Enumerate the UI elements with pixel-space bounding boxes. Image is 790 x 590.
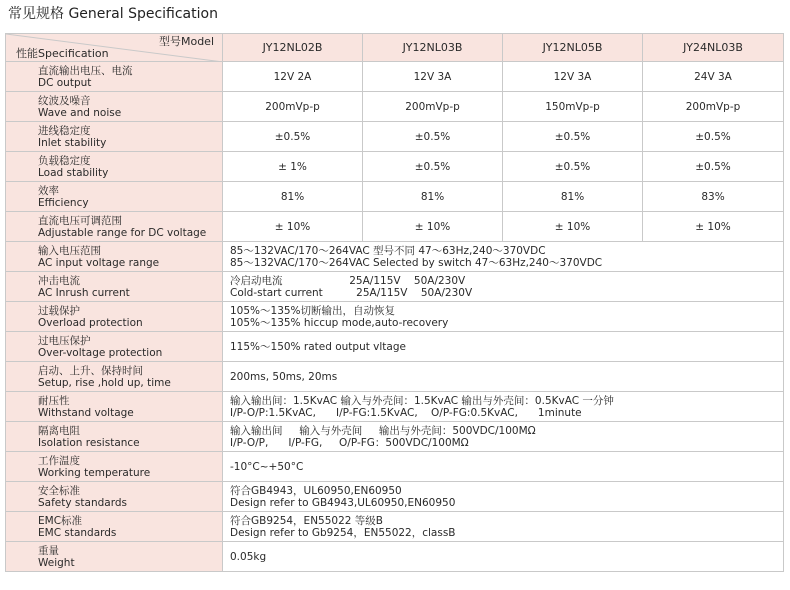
spec-label-zh: 重量 [38, 544, 59, 557]
spec-label [6, 482, 223, 512]
spec-label-en: Overload protection [38, 316, 143, 329]
model-header: JY12NL02B [223, 34, 363, 62]
header-row [6, 34, 784, 62]
spec-label [6, 362, 223, 392]
spec-value: 83% [643, 182, 784, 212]
spec-label [6, 422, 223, 452]
spec-label [6, 242, 223, 272]
spec-value: ±0.5% [643, 122, 784, 152]
spec-label-en: Over-voltage protection [38, 346, 163, 359]
spec-value: ± 10% [363, 212, 503, 242]
spec-row [6, 362, 784, 392]
spec-row [6, 512, 784, 542]
spec-label-en: Weight [38, 556, 75, 569]
spec-detail [223, 512, 784, 542]
spec-detail-line: 0.05kg [230, 550, 267, 563]
spec-detail-line: 符合GB4943，UL60950,EN60950 [230, 484, 402, 497]
spec-row [6, 242, 784, 272]
spec-label [6, 92, 223, 122]
spec-row [6, 272, 784, 302]
spec-value: ±0.5% [503, 122, 643, 152]
spec-label-en: Efficiency [38, 196, 89, 209]
spec-label-zh: 直流输出电压、电流 [38, 64, 133, 77]
spec-label-zh: EMC标准 [38, 514, 83, 527]
spec-detail-line: I/P-O/P, I/P-FG, O/P-FG：500VDC/100MΩ [230, 436, 469, 449]
spec-label-zh: 耐压性 [38, 394, 70, 407]
spec-value: ±0.5% [223, 122, 363, 152]
spec-detail [223, 422, 784, 452]
spec-label-en: Working temperature [38, 466, 151, 479]
spec-detail-line: 115%～150% rated output vltage [230, 340, 406, 353]
spec-label-en: Wave and noise [38, 106, 122, 119]
spec-label-zh: 效率 [38, 184, 59, 197]
spec-label [6, 122, 223, 152]
spec-detail-line: 85～132VAC/170～264VAC 型号不同 47～63Hz,240～370VDC [230, 244, 546, 257]
spec-value: ± 10% [223, 212, 363, 242]
spec-value: ± 1% [223, 152, 363, 182]
spec-value: 81% [503, 182, 643, 212]
spec-detail-line: 冷启动电流 25A/115V 50A/230V [230, 274, 466, 287]
spec-detail-line: Cold-start current 25A/115V 50A/230V [230, 286, 473, 299]
spec-value: 12V 2A [223, 62, 363, 92]
spec-row [6, 332, 784, 362]
spec-label-zh: 输入电压范围 [38, 244, 101, 257]
spec-row [6, 212, 784, 242]
spec-detail-line: 105%～135% hiccup mode,auto-recovery [230, 316, 449, 329]
spec-label-en: Isolation resistance [38, 436, 140, 449]
spec-detail-line: 105%～135%切断输出，自动恢复 [230, 304, 396, 317]
spec-detail [223, 452, 784, 482]
spec-label-zh: 直流电压可调范围 [38, 214, 122, 227]
model-header: JY12NL03B [363, 34, 503, 62]
spec-detail-line: I/P-O/P:1.5KvAC, I/P-FG:1.5KvAC, O/P-FG:0.5KvAC, 1minute [230, 406, 582, 419]
spec-value: ± 10% [643, 212, 784, 242]
corner-cell [6, 34, 223, 62]
spec-detail [223, 542, 784, 572]
spec-label [6, 332, 223, 362]
spec-label [6, 182, 223, 212]
spec-label-zh: 安全标准 [38, 484, 80, 497]
corner-spec-label: 性能Specification [16, 47, 109, 60]
spec-detail-line: Design refer to GB4943,UL60950,EN60950 [230, 496, 456, 509]
spec-label-zh: 冲击电流 [38, 274, 80, 287]
spec-detail [223, 302, 784, 332]
spec-row [6, 152, 784, 182]
spec-value: ±0.5% [363, 122, 503, 152]
spec-label-en: Inlet stability [38, 136, 107, 149]
spec-row [6, 542, 784, 572]
spec-detail [223, 362, 784, 392]
spec-row [6, 392, 784, 422]
spec-row [6, 482, 784, 512]
spec-label-zh: 负载稳定度 [38, 154, 91, 167]
spec-label [6, 542, 223, 572]
spec-detail [223, 482, 784, 512]
spec-label-en: Withstand voltage [38, 406, 134, 419]
spec-value: ±0.5% [643, 152, 784, 182]
spec-detail [223, 242, 784, 272]
spec-label-zh: 工作温度 [38, 454, 80, 467]
spec-row [6, 452, 784, 482]
spec-label [6, 392, 223, 422]
spec-value: 200mVp-p [363, 92, 503, 122]
spec-value: 12V 3A [363, 62, 503, 92]
spec-label-en: Load stability [38, 166, 109, 179]
spec-label-zh: 过电压保护 [38, 334, 91, 347]
spec-label-en: DC output [38, 76, 92, 89]
spec-detail-line: 85～132VAC/170～264VAC Selected by switch 47～63Hz,240～370VDC [230, 256, 603, 269]
spec-table [5, 33, 784, 572]
spec-label-en: Setup, rise ,hold up, time [38, 376, 171, 389]
spec-detail [223, 332, 784, 362]
spec-label-zh: 过载保护 [38, 304, 80, 317]
spec-value: 150mVp-p [503, 92, 643, 122]
spec-detail [223, 392, 784, 422]
spec-value: 200mVp-p [643, 92, 784, 122]
spec-value: 81% [223, 182, 363, 212]
spec-label [6, 302, 223, 332]
spec-label [6, 452, 223, 482]
spec-label-en: Adjustable range for DC voltage [38, 226, 207, 239]
spec-label-en: AC input voltage range [38, 256, 160, 269]
spec-label [6, 152, 223, 182]
spec-detail-line: Design refer to Gb9254，EN55022，classB [230, 526, 456, 539]
spec-label-en: EMC standards [38, 526, 117, 539]
spec-value: 12V 3A [503, 62, 643, 92]
spec-detail [223, 272, 784, 302]
spec-value: 24V 3A [643, 62, 784, 92]
spec-label-zh: 启动、上升、保持时间 [38, 364, 143, 377]
model-header: JY24NL03B [643, 34, 784, 62]
spec-row [6, 302, 784, 332]
spec-detail-line: 200ms, 50ms, 20ms [230, 370, 338, 383]
spec-value: 81% [363, 182, 503, 212]
spec-detail-line: -10°C~+50°C [230, 460, 304, 473]
spec-detail-line: 符合GB9254，EN55022 等级B [230, 514, 383, 527]
spec-row [6, 92, 784, 122]
spec-value: ±0.5% [363, 152, 503, 182]
spec-label [6, 272, 223, 302]
spec-label-zh: 隔离电阻 [38, 424, 80, 437]
corner-model-label: 型号Model [158, 35, 214, 48]
page-title: 常见规格 General Specification [8, 6, 218, 22]
spec-row [6, 422, 784, 452]
spec-label-en: AC Inrush current [38, 286, 130, 299]
spec-label [6, 62, 223, 92]
spec-detail-line: 输入输出间：1.5KvAC 输入与外壳间：1.5KvAC 输出与外壳间：0.5KvAC 一分钟 [230, 394, 614, 407]
spec-value: 200mVp-p [223, 92, 363, 122]
model-header: JY12NL05B [503, 34, 643, 62]
spec-label-zh: 进线稳定度 [38, 124, 91, 137]
spec-row [6, 182, 784, 212]
spec-value: ± 10% [503, 212, 643, 242]
spec-label-zh: 纹波及噪音 [38, 94, 91, 107]
spec-label [6, 512, 223, 542]
spec-label-en: Safety standards [38, 496, 127, 509]
spec-label [6, 212, 223, 242]
spec-row [6, 62, 784, 92]
spec-value: ±0.5% [503, 152, 643, 182]
spec-detail-line: 输入输出间 输入与外壳间 输出与外壳间：500VDC/100MΩ [230, 424, 536, 437]
spec-row [6, 122, 784, 152]
